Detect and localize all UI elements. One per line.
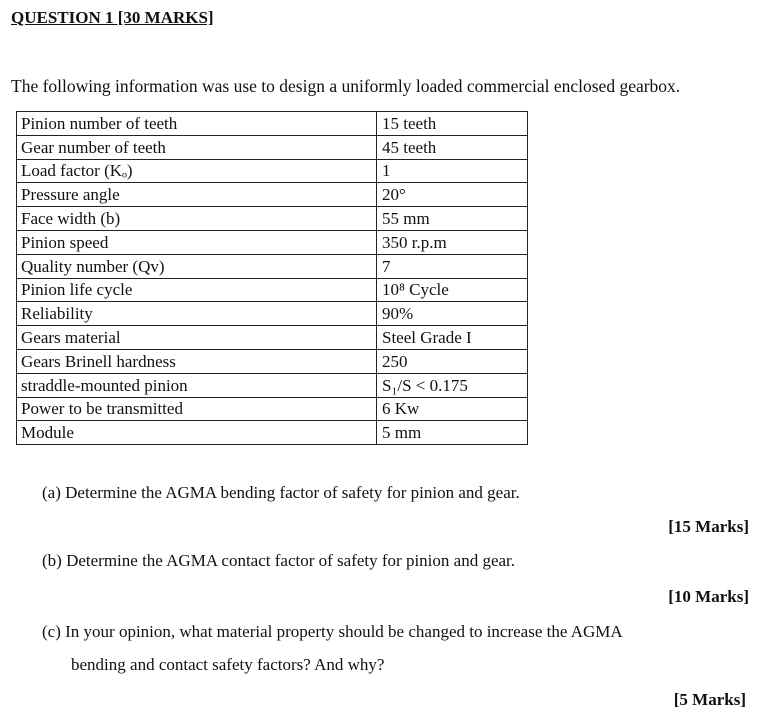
table-row bbox=[17, 112, 528, 136]
table-row bbox=[17, 373, 528, 397]
row-value: S₁/S < 0.175 bbox=[377, 373, 528, 397]
part-b-question: (b) Determine the AGMA contact factor of safety for pinion and gear. bbox=[42, 551, 516, 570]
row-label: Module bbox=[17, 421, 377, 445]
gearbox-spec-table bbox=[16, 111, 528, 445]
row-value: 5 mm bbox=[377, 421, 528, 445]
table-row bbox=[17, 302, 528, 326]
row-value: 20° bbox=[377, 183, 528, 207]
row-label: Quality number (Qv) bbox=[17, 254, 377, 278]
part-c-question-line1: (c) In your opinion, what material property should be changed to increase the AGMA bbox=[42, 622, 623, 641]
row-label: Pressure angle bbox=[17, 183, 377, 207]
row-label: Power to be transmitted bbox=[17, 397, 377, 421]
row-value: 45 teeth bbox=[377, 135, 528, 159]
part-c-question-line2: bending and contact safety factors? And why? bbox=[71, 655, 385, 674]
row-label: Gears Brinell hardness bbox=[17, 349, 377, 373]
row-label: Gears material bbox=[17, 326, 377, 350]
row-value: 10⁸ Cycle bbox=[377, 278, 528, 302]
question-intro: The following information was use to design a uniformly loaded commercial enclosed gearbox. bbox=[11, 76, 681, 96]
part-c-marks: [5 Marks] bbox=[673, 690, 746, 709]
table-row bbox=[17, 135, 528, 159]
row-label: Pinion number of teeth bbox=[17, 112, 377, 136]
table-row bbox=[17, 397, 528, 421]
table-row bbox=[17, 349, 528, 373]
row-value: Steel Grade I bbox=[377, 326, 528, 350]
part-a-question: (a) Determine the AGMA bending factor of safety for pinion and gear. bbox=[42, 483, 520, 502]
row-label: Load factor (Kₒ) bbox=[17, 159, 377, 183]
table-row bbox=[17, 183, 528, 207]
table-row bbox=[17, 326, 528, 350]
question-title: QUESTION 1 [30 MARKS] bbox=[11, 8, 214, 27]
table-row bbox=[17, 421, 528, 445]
row-label: Reliability bbox=[17, 302, 377, 326]
row-label: Pinion speed bbox=[17, 230, 377, 254]
row-label: Gear number of teeth bbox=[17, 135, 377, 159]
row-value: 55 mm bbox=[377, 207, 528, 231]
row-value: 1 bbox=[377, 159, 528, 183]
part-a-marks: [15 Marks] bbox=[668, 517, 749, 536]
row-label: straddle-mounted pinion bbox=[17, 373, 377, 397]
table-row bbox=[17, 159, 528, 183]
table-row bbox=[17, 230, 528, 254]
row-value: 350 r.p.m bbox=[377, 230, 528, 254]
row-value: 6 Kw bbox=[377, 397, 528, 421]
row-value: 250 bbox=[377, 349, 528, 373]
row-value: 90% bbox=[377, 302, 528, 326]
row-label: Pinion life cycle bbox=[17, 278, 377, 302]
table-row bbox=[17, 207, 528, 231]
part-b-marks: [10 Marks] bbox=[668, 587, 749, 606]
row-value: 15 teeth bbox=[377, 112, 528, 136]
table-row bbox=[17, 254, 528, 278]
table-row bbox=[17, 278, 528, 302]
row-label: Face width (b) bbox=[17, 207, 377, 231]
row-value: 7 bbox=[377, 254, 528, 278]
